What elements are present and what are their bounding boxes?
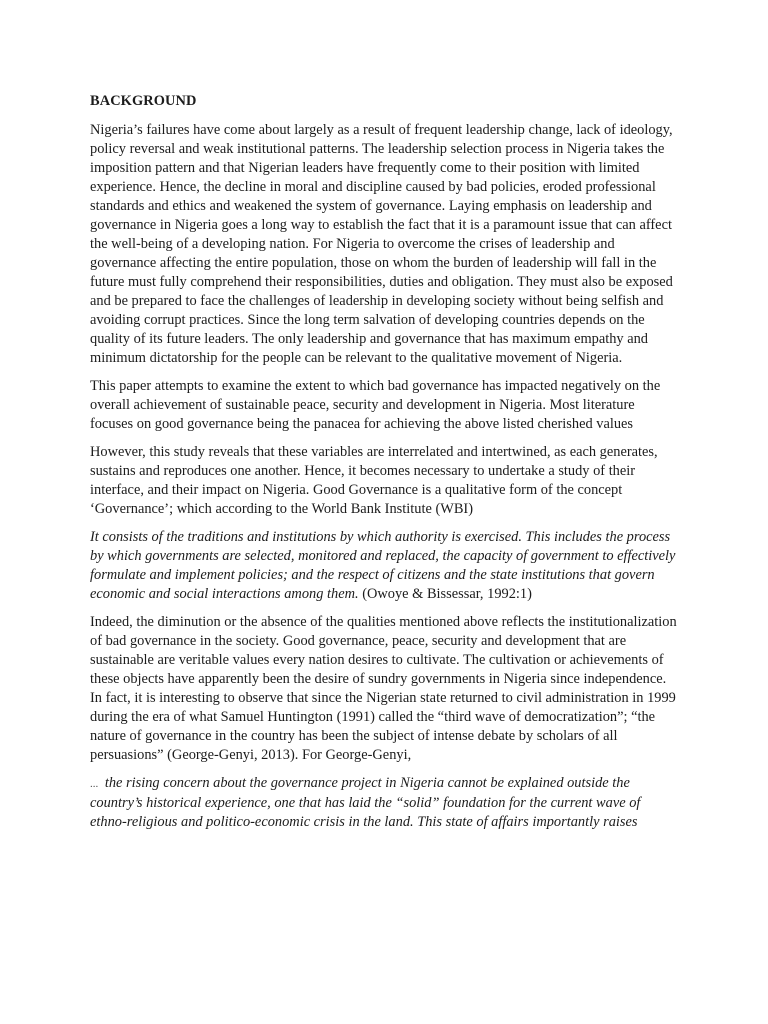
document-page	[90, 92, 680, 841]
paragraph-4: Indeed, the diminution or the absence of the qualities mentioned above reflects the institutionalization of bad governance in the society. Good governance, peace, security and development that are sustainable are veritable values every nation desires to cultivate. The cultivation or achievements of these objects have apparently been the desire of sundry governments in Nigeria since independence. In fact, it is interesting to observe that since the Nigerian state returned to civil administration in 1999 during the era of what Samuel Huntington (1991) called the “third wave of democratization”; “the nature of governance in the country has been the subject of intense debate by scholars of all persuasions” (George-Genyi, 2013). For George-Genyi,	[90, 614, 677, 763]
paragraph-1: Nigeria’s failures have come about largely as a result of frequent leadership change, lack of ideology, policy reversal and weak institutional patterns. The leadership selection process in Nigeria takes the imposition pattern and that Nigerian leaders have frequently come to their position with limited experience. Hence, the decline in moral and discipline caused by bad policies, eroded professional standards and ethics and weakened the system of governance. Laying emphasis on leadership and governance in Nigeria goes a long way to establish the fact that it is a paramount issue that can affect the well-being of a developing nation. For Nigeria to overcome the crises of leadership and governance affecting the entire population, those on whom the burden of leadership will fall in the future must fully comprehend their responsibilities, duties and obligation. They must also be exposed and be prepared to face the challenges of leadership in developing society without being selfish and avoiding corrupt practices. Since the long term salvation of developing countries depends on the quality of its future leaders. The only leadership and governance that has maximum empathy and minimum dictatorship for the people can be relevant to the qualitative movement of Nigeria.	[90, 122, 673, 366]
quote-ellipsis: ...	[90, 778, 99, 790]
section-heading: BACKGROUND	[90, 93, 197, 109]
paragraph-2: This paper attempts to examine the extent to which bad governance has impacted negatively on the overall achievement of sustainable peace, security and development in Nigeria. Most literature focuses on good governance being the panacea for achieving the above listed cherished values	[90, 378, 661, 432]
block-quote-george-genyi	[90, 774, 680, 832]
quote-text: It consists of the traditions and institutions by which authority is exercised. This includes the process by which governments are selected, monitored and replaced, the capacity of government to effectively formulate and implement policies; and the respect of citizens and the state institutions that govern economic and social interactions among them.	[90, 529, 676, 602]
quote-text-2: the rising concern about the governance project in Nigeria cannot be explained outside the country’s historical experience, one that has laid the “solid” foundation for the current wave of ethno-religious and politico-economic crisis in the land. This state of affairs importantly raises	[90, 775, 641, 830]
paragraph-3: However, this study reveals that these variables are interrelated and intertwined, as each generates, sustains and reproduces one another. Hence, it becomes necessary to undertake a study of their interface, and their impact on Nigeria. Good Governance is a qualitative form of the concept ‘Governance’; which according to the World Bank Institute (WBI)	[90, 444, 658, 517]
block-quote-wbi	[90, 528, 680, 604]
quote-citation: (Owoye & Bissessar, 1992:1)	[362, 586, 532, 602]
